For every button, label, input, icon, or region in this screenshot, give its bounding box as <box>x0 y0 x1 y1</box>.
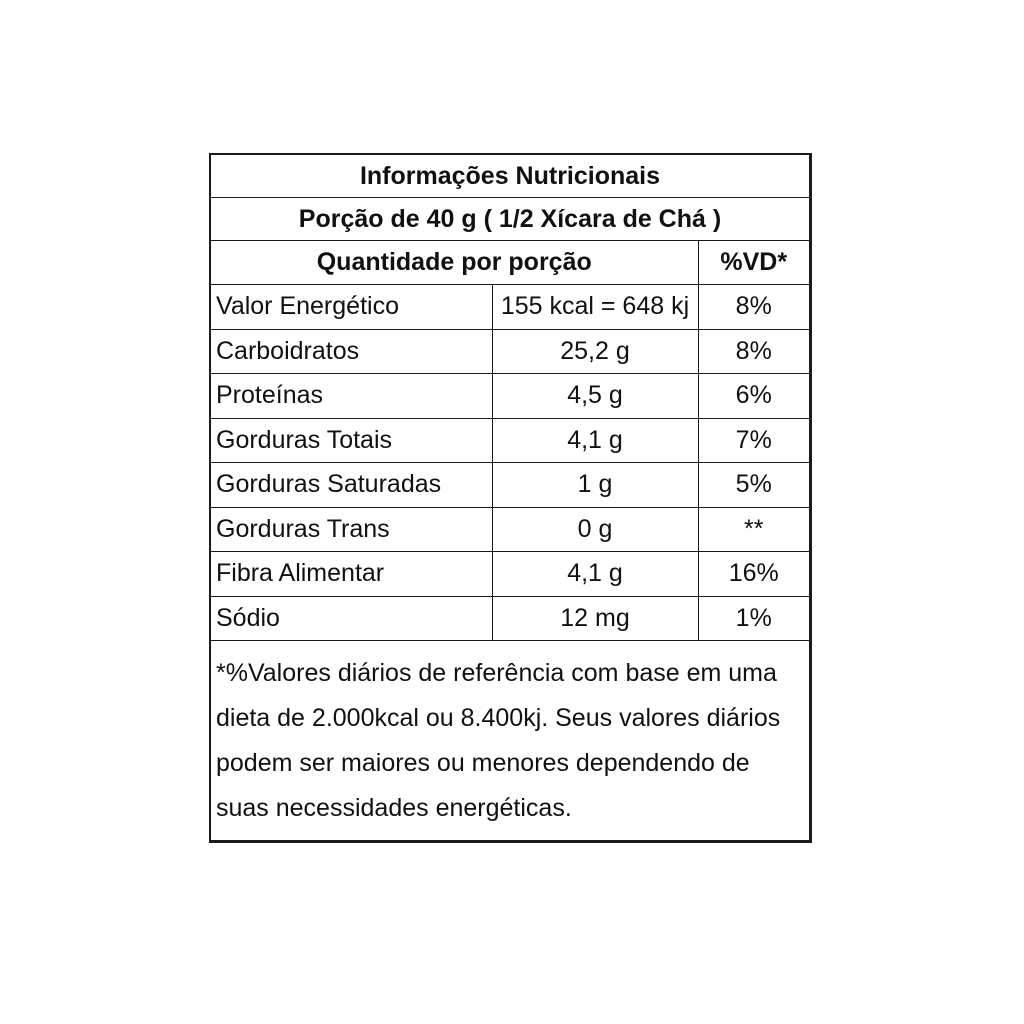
nutrient-name: Valor Energético <box>211 285 492 330</box>
nutrient-amount: 12 mg <box>492 596 698 641</box>
portion-row <box>211 198 809 241</box>
nutrient-amount: 4,1 g <box>492 418 698 463</box>
nutrient-row <box>211 374 809 419</box>
nutrition-table <box>211 155 809 641</box>
nutrient-amount: 4,5 g <box>492 374 698 419</box>
nutrient-daily-value: 7% <box>698 418 809 463</box>
nutrient-name: Gorduras Totais <box>211 418 492 463</box>
nutrient-row <box>211 552 809 597</box>
nutrient-name: Fibra Alimentar <box>211 552 492 597</box>
nutrient-amount: 0 g <box>492 507 698 552</box>
nutrient-name: Gorduras Saturadas <box>211 463 492 508</box>
nutrient-row <box>211 418 809 463</box>
nutrient-name: Sódio <box>211 596 492 641</box>
nutrient-row <box>211 329 809 374</box>
portion-size: Porção de 40 g ( 1/2 Xícara de Chá ) <box>211 198 809 241</box>
column-header-row <box>211 241 809 285</box>
nutrient-amount: 1 g <box>492 463 698 508</box>
nutrient-name: Proteínas <box>211 374 492 419</box>
quantity-per-portion-header: Quantidade por porção <box>211 241 698 285</box>
nutrient-daily-value: 8% <box>698 329 809 374</box>
daily-value-header: %VD* <box>698 241 809 285</box>
nutrient-row <box>211 596 809 641</box>
nutrient-amount: 25,2 g <box>492 329 698 374</box>
nutrient-daily-value: 8% <box>698 285 809 330</box>
nutrient-row <box>211 463 809 508</box>
nutrient-daily-value: 5% <box>698 463 809 508</box>
nutrient-name: Carboidratos <box>211 329 492 374</box>
nutrient-daily-value: 16% <box>698 552 809 597</box>
nutrient-row <box>211 507 809 552</box>
nutrition-facts-label <box>209 153 812 843</box>
nutrient-name: Gorduras Trans <box>211 507 492 552</box>
nutrient-daily-value: 1% <box>698 596 809 641</box>
nutrient-row <box>211 285 809 330</box>
daily-value-footnote: *%Valores diários de referência com base em uma dieta de 2.000kcal ou 8.400kj. Seus valores diários podem ser maiores ou menores dependendo de suas necessidades energéticas. <box>216 659 781 822</box>
label-title: Informações Nutricionais <box>211 155 809 198</box>
nutrient-daily-value: ** <box>698 507 809 552</box>
nutrient-daily-value: 6% <box>698 374 809 419</box>
nutrient-amount: 155 kcal = 648 kj <box>492 285 698 330</box>
title-row <box>211 155 809 198</box>
nutrient-amount: 4,1 g <box>492 552 698 597</box>
